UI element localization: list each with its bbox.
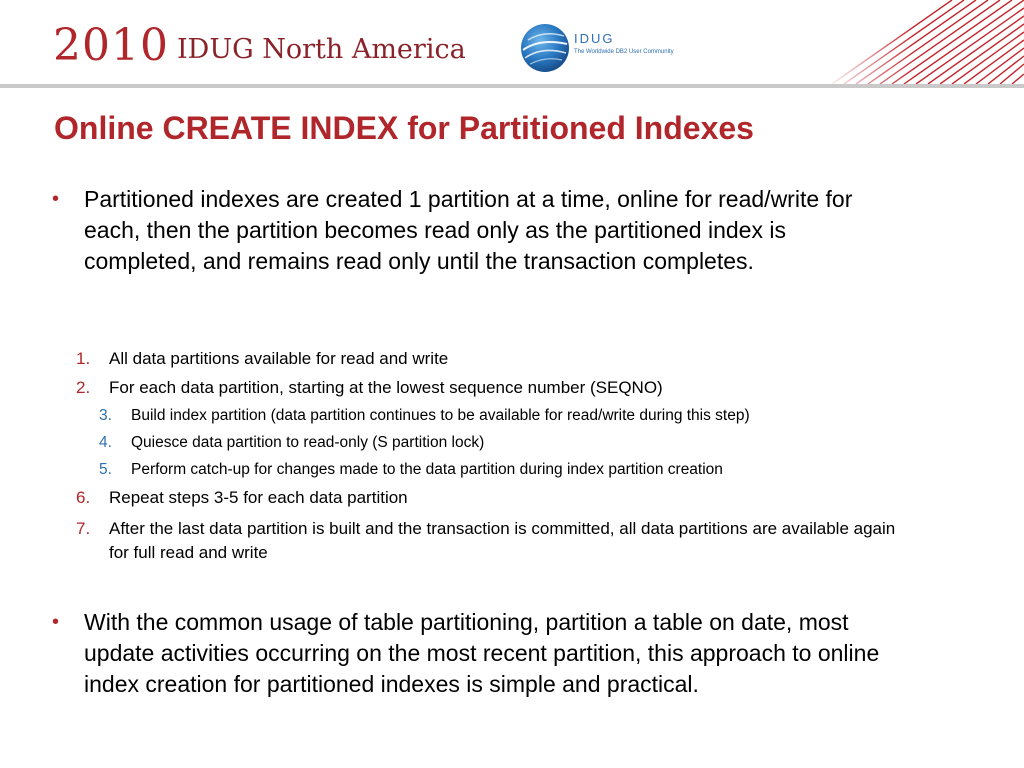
step-text: After the last data partition is built and the transaction is committed, all data partitions are available again for full read and write	[109, 519, 896, 562]
header-year: 2010	[53, 20, 169, 71]
header-conference-name: IDUG North America	[177, 34, 466, 65]
slide-title: Online CREATE INDEX for Partitioned Indexes	[54, 110, 754, 146]
bullet-item	[52, 607, 932, 700]
step-number: 2.	[76, 378, 91, 397]
logo-wordmark: IDUG	[574, 31, 615, 46]
logo-tagline: The Worldwide DB2 User Community	[574, 49, 674, 55]
step-text: Build index partition (data partition continues to be available for read/write during this step)	[131, 407, 750, 424]
step-text: For each data partition, starting at the lowest sequence number (SEQNO)	[109, 378, 663, 397]
step-number: 5.	[99, 461, 112, 478]
decorative-stripes	[824, 0, 1024, 84]
header-divider	[0, 84, 1024, 88]
step-number: 4.	[99, 434, 112, 451]
bullet-text: Partitioned indexes are created 1 partition at a time, online for read/write for each, then the partition becomes read only as the partitioned index is completed, and remains read only until the transaction completes.	[84, 186, 853, 274]
step-item	[76, 347, 896, 371]
step-number: 1.	[76, 349, 91, 368]
step-text: All data partitions available for read and write	[109, 349, 449, 368]
step-text: Repeat steps 3-5 for each data partition	[109, 488, 408, 507]
step-text: Quiesce data partition to read-only (S partition lock)	[131, 434, 485, 451]
step-number: 7.	[76, 519, 91, 538]
bullet-marker: •	[52, 188, 60, 210]
bullet-item	[52, 184, 932, 277]
bullet-marker: •	[52, 611, 60, 633]
sub-step-item	[99, 432, 939, 454]
step-number: 3.	[99, 407, 112, 424]
step-item	[76, 517, 896, 565]
step-number: 6.	[76, 488, 91, 507]
step-item	[76, 376, 896, 400]
bullet-text: With the common usage of table partitioning, partition a table on date, most update activities occurring on the most recent partition, this approach to online index creation for partitioned indexes is simple and practical.	[84, 609, 880, 697]
step-text: Perform catch-up for changes made to the data partition during index partition creation	[131, 461, 723, 478]
step-item	[76, 486, 896, 510]
sub-step-item	[99, 459, 939, 481]
sub-step-item	[99, 405, 939, 427]
